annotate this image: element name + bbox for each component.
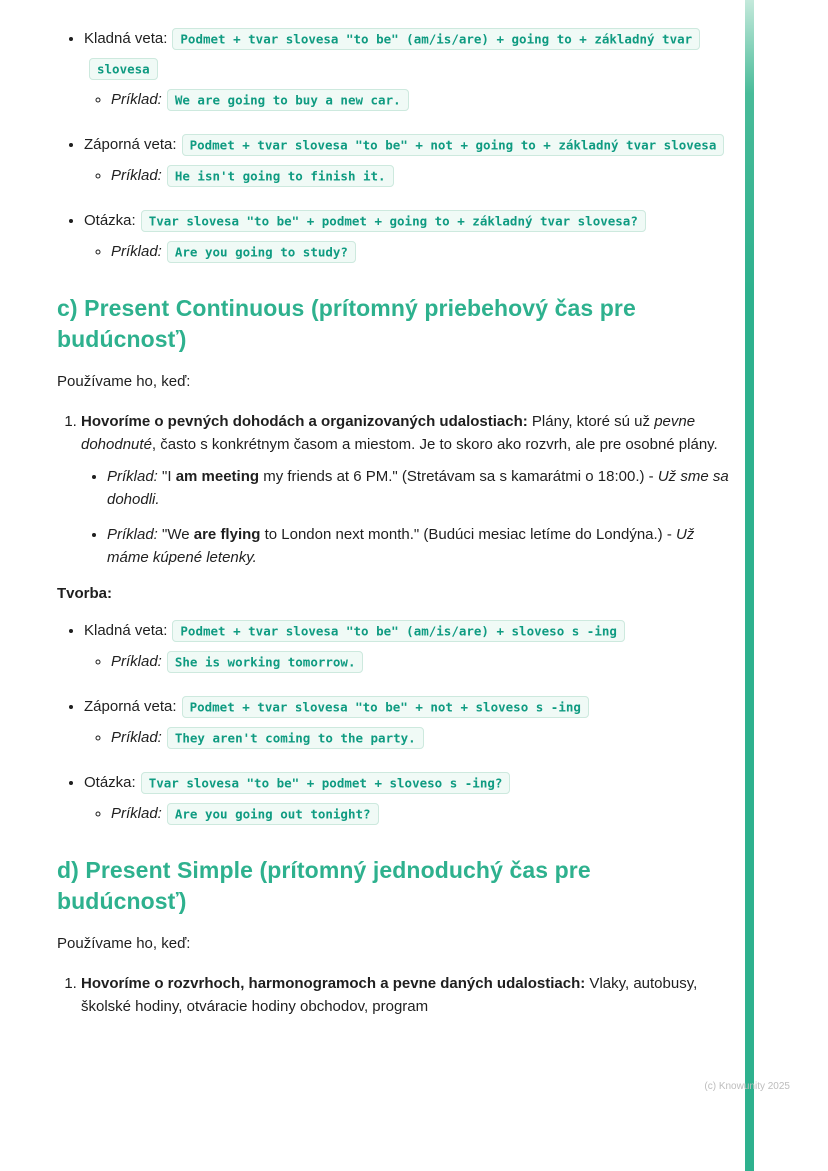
section-c-heading: c) Present Continuous (prítomný priebehový čas pre budúcnosť)	[57, 295, 636, 353]
example-label: Príklad:	[111, 805, 162, 823]
usage-plain-text: Plány, ktoré sú už	[527, 412, 655, 430]
usage-bold-text: Hovoríme o rozvrhoch, harmonogramoch a pevne daných udalostiach:	[81, 974, 586, 992]
example-code: She is working tomorrow.	[167, 651, 364, 673]
example-label: Príklad:	[111, 167, 162, 184]
example-plain-text: "I	[157, 468, 176, 486]
rule-formula-code: Podmet + tvar slovesa "to be" (am/is/are) + going to + základný tvar slovesa	[89, 28, 700, 80]
usage-bold-text: Hovoríme o pevných dohodách a organizovaných udalostiach:	[81, 412, 528, 430]
rule-label: Kladná veta:	[84, 622, 168, 640]
rule-item-zaporna-veta	[84, 130, 733, 191]
tvorba-heading: Tvorba:	[57, 585, 113, 603]
rule-formula-code: Podmet + tvar slovesa "to be" + not + sloveso s -ing	[182, 696, 589, 718]
example-plain-text: my friends at 6 PM." (Stretávam sa s kamarátmi o 18:00.) -	[259, 468, 658, 486]
example-bold-text: am meeting	[175, 468, 260, 486]
example-item	[111, 799, 733, 829]
example-code: Are you going to study?	[167, 241, 356, 263]
example-list	[84, 723, 733, 753]
rule-formula-code: Podmet + tvar slovesa "to be" (am/is/are) + sloveso s -ing	[172, 620, 625, 642]
going-to-rule-list	[57, 24, 733, 267]
rule-formula-code: Podmet + tvar slovesa "to be" + not + going to + základný tvar slovesa	[182, 134, 725, 156]
example-label: Príklad:	[107, 525, 158, 543]
example-label: Príklad:	[111, 729, 162, 747]
document-content	[57, 24, 733, 1032]
present-continuous-rule-list	[57, 616, 733, 829]
rule-item-kladna-veta	[84, 616, 733, 677]
example-code: He isn't going to finish it.	[167, 165, 394, 187]
usage-example-item	[107, 523, 733, 570]
rule-item-zaporna-veta	[84, 692, 733, 753]
section-c-usage-list	[57, 410, 733, 570]
usage-item	[81, 410, 733, 570]
rule-label: Záporná veta:	[84, 698, 177, 716]
example-item	[111, 85, 733, 115]
rule-label: Záporná veta:	[84, 136, 177, 153]
usage-plain-text: Vlaky, autobusy, školské hodiny, otváracie hodiny obchodov, program	[81, 974, 698, 1015]
section-c-intro: Používame ho, keď:	[57, 373, 191, 391]
example-list	[84, 647, 733, 677]
usage-example-item	[107, 465, 733, 512]
copyright-watermark: (c) Knowunity 2025	[704, 1081, 790, 1092]
rule-formula-code: Tvar slovesa "to be" + podmet + going to + základný tvar slovesa?	[141, 210, 646, 232]
rule-label: Otázka:	[84, 774, 136, 792]
example-label: Príklad:	[111, 653, 162, 671]
section-d-usage-list	[57, 972, 733, 1019]
usage-italic-text: pevne dohodnuté	[81, 412, 696, 453]
example-italic-text: Už sme sa dohodli.	[107, 468, 729, 509]
example-list	[84, 161, 733, 191]
example-item	[111, 647, 733, 677]
usage-example-list	[81, 465, 733, 569]
example-code: Are you going out tonight?	[167, 803, 379, 825]
example-label: Príklad:	[107, 468, 158, 486]
example-item	[111, 723, 733, 753]
rule-item-otazka	[84, 768, 733, 829]
example-plain-text: to London next month." (Budúci mesiac letíme do Londýna.) -	[260, 525, 676, 543]
rule-formula-code: Tvar slovesa "to be" + podmet + sloveso s -ing?	[141, 772, 511, 794]
example-label: Príklad:	[111, 91, 162, 108]
example-list	[84, 237, 733, 267]
example-bold-text: are flying	[193, 525, 261, 543]
example-italic-text: Už máme kúpené letenky.	[107, 525, 695, 566]
example-list	[84, 85, 733, 115]
rule-label: Kladná veta:	[84, 30, 168, 47]
example-code: They aren't coming to the party.	[167, 727, 424, 749]
section-d-intro: Používame ho, keď:	[57, 935, 191, 953]
rule-item-kladna-veta	[84, 24, 733, 115]
example-item	[111, 161, 733, 191]
usage-text	[81, 413, 718, 453]
usage-plain-text: , často s konkrétnym časom a miestom. Je to skoro ako rozvrh, ale pre osobné plány.	[151, 435, 718, 453]
rule-item-otazka	[84, 206, 733, 267]
usage-item	[81, 972, 733, 1019]
example-plain-text: "We	[157, 525, 194, 543]
rule-label: Otázka:	[84, 212, 136, 229]
example-code: We are going to buy a new car.	[167, 89, 409, 111]
example-label: Príklad:	[111, 243, 162, 260]
page-accent-bar	[745, 0, 754, 1171]
usage-text	[81, 975, 697, 1015]
section-d-heading: d) Present Simple (prítomný jednoduchý čas pre budúcnosť)	[57, 857, 591, 915]
example-list	[84, 799, 733, 829]
example-item	[111, 237, 733, 267]
